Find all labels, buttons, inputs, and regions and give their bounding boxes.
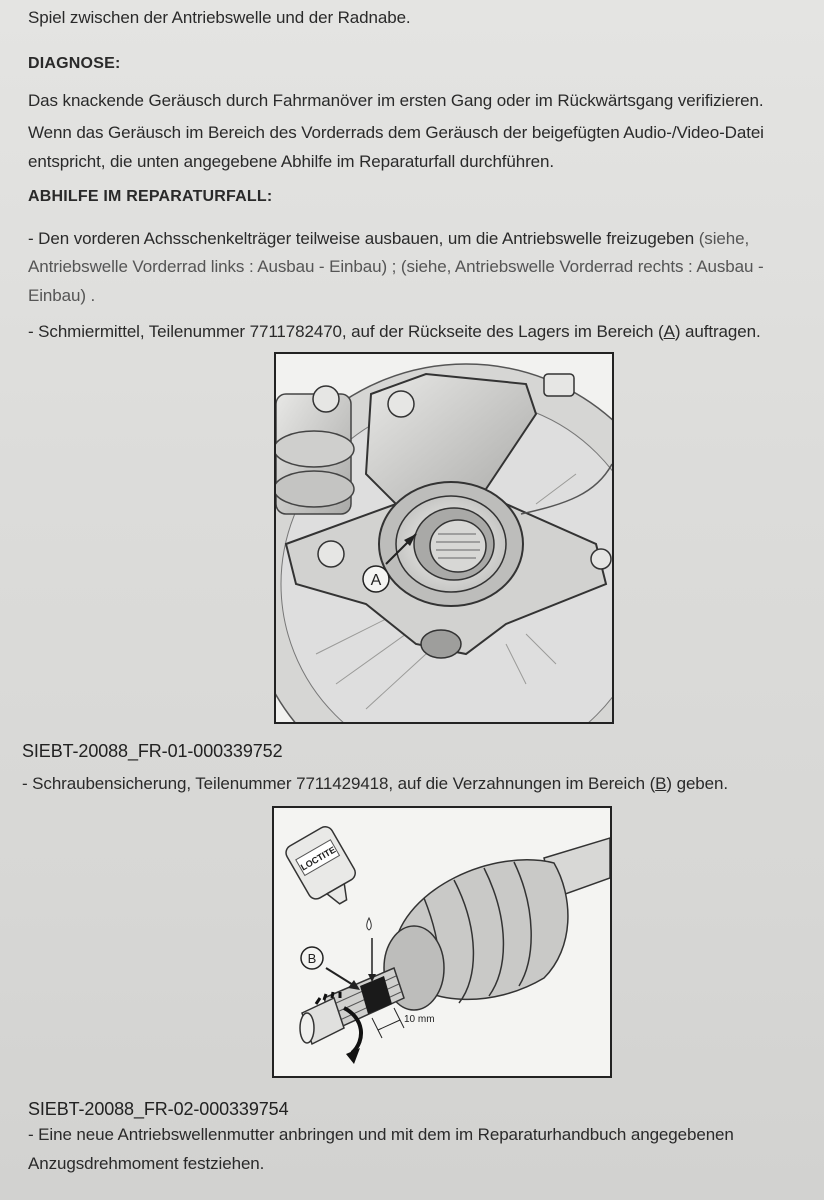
step2-area-marker: A — [663, 322, 675, 341]
step3-text-pre: - Schraubensicherung, Teilenummer 7711429418, auf die Verzahnungen im Bereich ( — [22, 774, 656, 793]
diagnose-line-3: entspricht, die unten angegebene Abhilfe im Reparaturfall durchführen. — [28, 152, 555, 171]
step1-ref-link-2[interactable]: Antriebswelle Vorderrad links : Ausbau - Einbau) ; (siehe, Antriebswelle Vorderrad rechts : Ausbau - — [28, 257, 764, 276]
step1-ref-link-1[interactable]: (siehe, — [698, 229, 750, 248]
step3-text-post: ) geben. — [666, 774, 728, 793]
step4-line-2: Anzugsdrehmoment festziehen. — [28, 1154, 265, 1173]
label-b: B — [307, 951, 317, 966]
diagnose-heading: DIAGNOSE: — [28, 55, 121, 72]
step1-ref-link-3[interactable]: Einbau) . — [28, 286, 96, 305]
figure1-caption: SIEBT-20088_FR-01-000339752 — [22, 741, 283, 761]
step3-area-marker: B — [655, 774, 667, 793]
step3-line — [22, 774, 728, 794]
step2-line — [28, 322, 761, 342]
figure-driveshaft — [272, 806, 612, 1078]
label-a: A — [370, 572, 382, 589]
driveshaft-illustration — [274, 808, 610, 1076]
dimension-label: 10 mm — [404, 1014, 435, 1025]
wheel-hub-illustration — [276, 354, 612, 722]
step1-main: - Den vorderen Achsschenkelträger teilweise ausbauen, um die Antriebswelle freizugeben — [28, 229, 695, 248]
step2-text-post: ) auftragen. — [674, 322, 761, 341]
step4-line-1: - Eine neue Antriebswellenmutter anbringen und mit dem im Reparaturhandbuch angegebenen — [28, 1125, 734, 1144]
intro-line: Spiel zwischen der Antriebswelle und der Radnabe. — [28, 8, 411, 27]
bottle-label: LOCTITE — [298, 844, 338, 873]
step2-text-pre: - Schmiermittel, Teilenummer 7711782470, auf der Rückseite des Lagers im Bereich ( — [28, 322, 664, 341]
step1-line-1 — [28, 229, 749, 249]
diagnose-line-1: Das knackende Geräusch durch Fahrmanöver im ersten Gang oder im Rückwärtsgang verifizieren. — [28, 91, 764, 110]
figure-wheel-hub — [274, 352, 614, 724]
figure2-caption: SIEBT-20088_FR-02-000339754 — [28, 1099, 289, 1119]
abhilfe-heading: ABHILFE IM REPARATURFALL: — [28, 188, 273, 205]
diagnose-line-2: Wenn das Geräusch im Bereich des Vorderrads dem Geräusch der beigefügten Audio-/Video-Datei — [28, 123, 764, 142]
